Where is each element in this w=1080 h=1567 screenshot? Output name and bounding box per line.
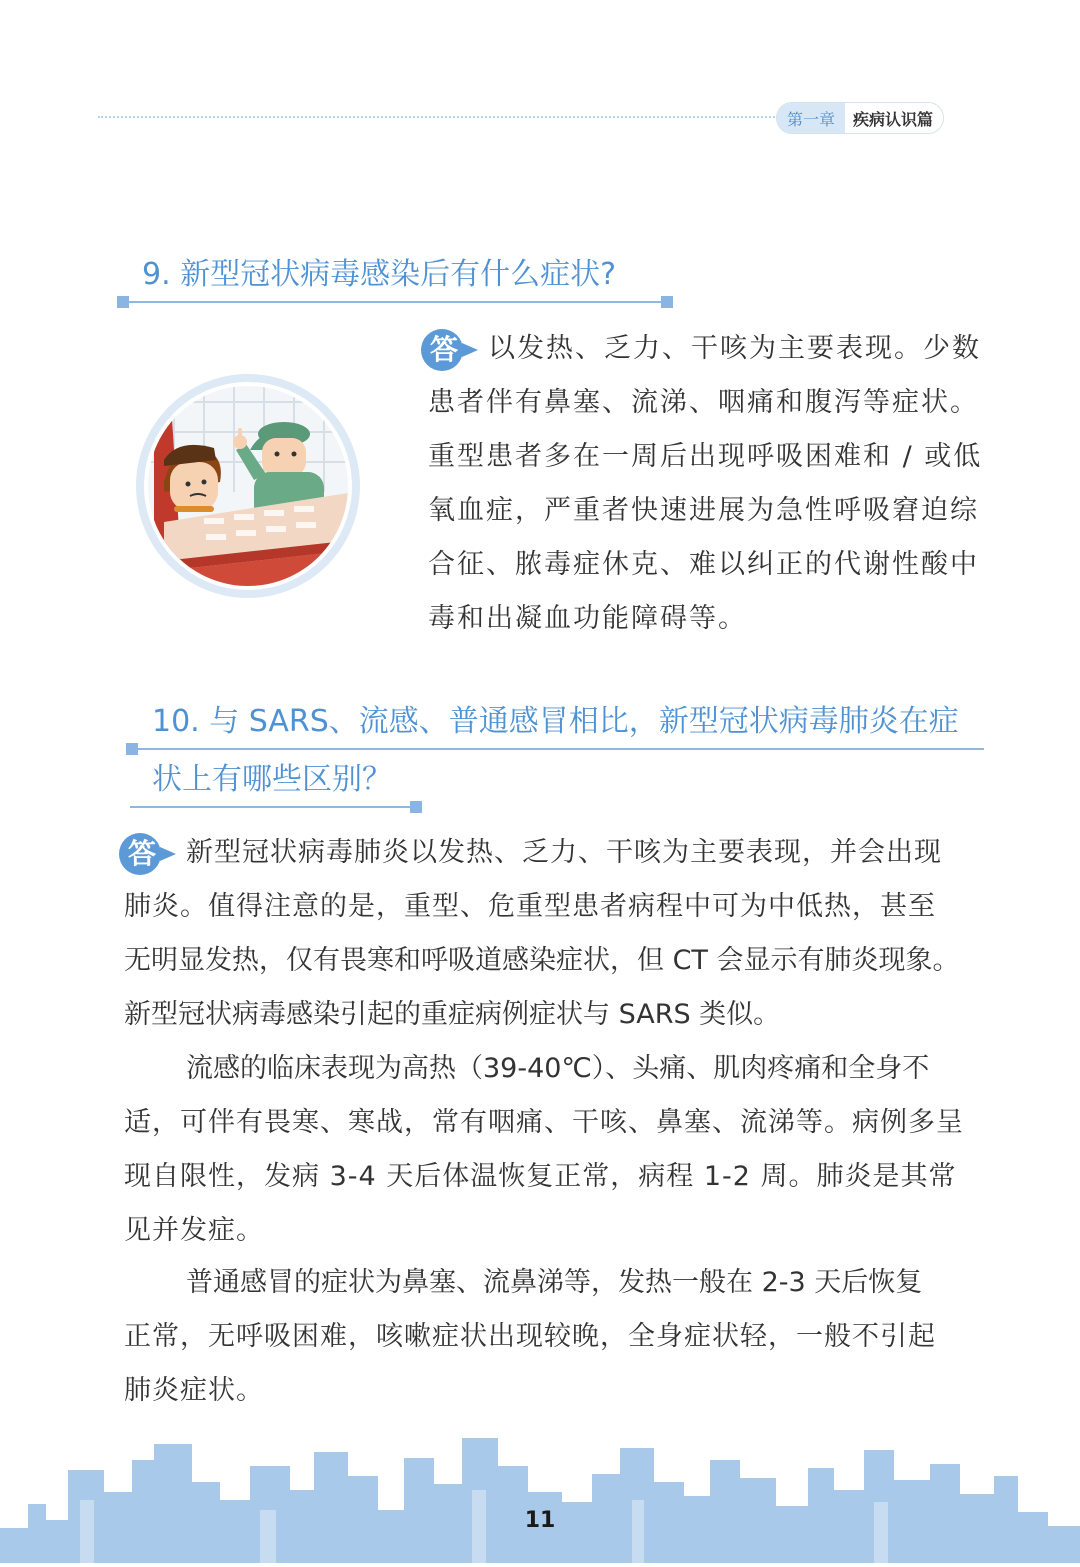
q9-answer-line-3: 重型患者多在一周后出现呼吸困难和 / 或低 bbox=[428, 441, 983, 472]
answer-badge-10-text: 答 bbox=[127, 837, 156, 870]
chapter-name: 疾病认识篇 bbox=[845, 103, 943, 133]
q10-para1-line-2: 肺炎。值得注意的是，重型、危重型患者病程中可为中低热，甚至 bbox=[124, 891, 936, 922]
question-9-title-rule bbox=[129, 301, 661, 303]
q10-para3-line-3: 肺炎症状。 bbox=[124, 1375, 264, 1406]
q10-para3-line-2: 正常，无呼吸困难，咳嗽症状出现较晚，全身症状轻，一般不引起 bbox=[124, 1321, 936, 1352]
title-rule-right-marker bbox=[661, 296, 673, 308]
q9-answer-line-6: 毒和出凝血功能障碍等。 bbox=[428, 603, 747, 634]
question-10-title-line-1: 10. 与 SARS、流感、普通感冒相比，新型冠状病毒肺炎在症 bbox=[152, 704, 959, 739]
q9-answer-line-4: 氧血症，严重者快速进展为急性呼吸窘迫综 bbox=[428, 495, 979, 526]
city-skyline-decoration bbox=[0, 1430, 1080, 1563]
q9-answer-line-1: 以发热、乏力、干咳为主要表现。少数 bbox=[488, 333, 981, 364]
question-10-title-rule-2 bbox=[130, 806, 412, 808]
question-10-title-rule-1 bbox=[138, 748, 984, 750]
q10-para2-line-2: 适，可伴有畏寒、寒战，常有咽痛、干咳、鼻塞、流涕等。病例多呈 bbox=[124, 1107, 964, 1138]
q10-para2-line-3: 现自限性，发病 3-4 天后体温恢复正常，病程 1-2 周。肺炎是其常 bbox=[124, 1161, 957, 1192]
q10-para1-line-3: 无明显发热，仅有畏寒和呼吸道感染症状，但 CT 会显示有肺炎现象。 bbox=[124, 945, 960, 976]
title-rule-left-marker bbox=[117, 296, 129, 308]
question-10-title-line-2: 状上有哪些区别？ bbox=[152, 762, 392, 797]
answer-badge-10 bbox=[116, 832, 184, 876]
header-dotted-line bbox=[98, 116, 778, 118]
q10-para2-line-4: 见并发症。 bbox=[124, 1215, 264, 1246]
page-number: 11 bbox=[524, 1508, 556, 1533]
q10-para1-line-4: 新型冠状病毒感染引起的重症病例症状与 SARS 类似。 bbox=[124, 999, 781, 1030]
chapter-tag bbox=[776, 102, 944, 134]
q10-para1-line-1: 新型冠状病毒肺炎以发热、乏力、干咳为主要表现，并会出现 bbox=[186, 837, 942, 868]
q10-para2-line-1: 流感的临床表现为高热（39-40℃）、头痛、肌肉疼痛和全身不 bbox=[186, 1053, 930, 1084]
answer-badge-9-text: 答 bbox=[429, 333, 458, 366]
title-rule-left-marker bbox=[126, 743, 138, 755]
doctor-patient-illustration bbox=[134, 372, 362, 600]
question-9-title: 9. 新型冠状病毒感染后有什么症状? bbox=[142, 257, 617, 292]
q9-answer-line-2: 患者伴有鼻塞、流涕、咽痛和腹泻等症状。 bbox=[428, 387, 979, 418]
title-rule-right-marker bbox=[410, 801, 422, 813]
q9-answer-line-5: 合征、脓毒症休克、难以纠正的代谢性酸中 bbox=[428, 549, 979, 580]
q10-para3-line-1: 普通感冒的症状为鼻塞、流鼻涕等，发热一般在 2-3 天后恢复 bbox=[186, 1267, 923, 1298]
answer-badge-9 bbox=[418, 328, 486, 372]
chapter-number: 第一章 bbox=[777, 103, 845, 133]
